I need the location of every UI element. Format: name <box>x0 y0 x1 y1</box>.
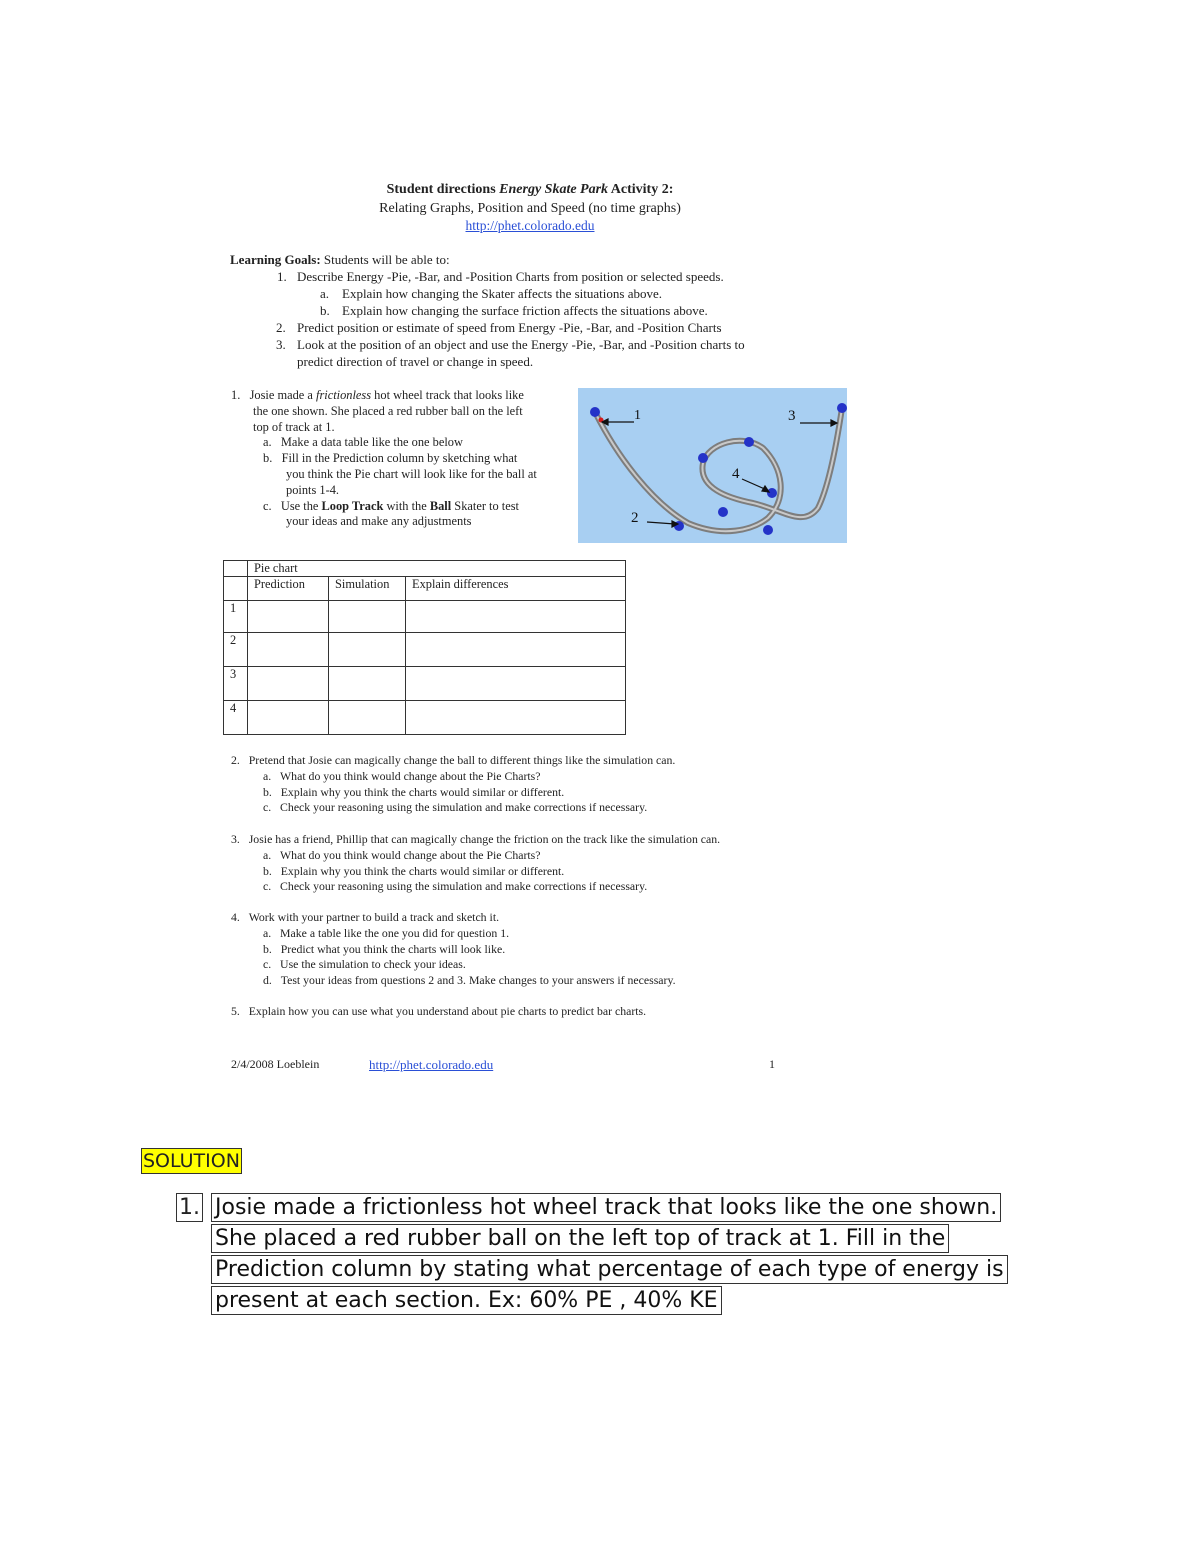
page-footer <box>231 1057 791 1072</box>
document-title: Student directions Energy Skate Park Activity 2: <box>386 182 674 197</box>
arrow-4-head <box>762 486 769 492</box>
table-cell[interactable] <box>248 667 329 701</box>
goal-item: Explain how changing the surface friction affects the situations above. <box>342 303 708 318</box>
solution-label: SOLUTION <box>143 1150 240 1172</box>
question-2: 2. Pretend that Josie can magically change the ball to different things like the simulation can. a. What do you think would change about the Pie Charts? b. Explain why you think the charts would similar or different. c. Check your reasoning using the simulation and make corrections if necessary. <box>231 753 676 815</box>
table-cell[interactable] <box>329 701 406 735</box>
table-cell[interactable] <box>329 601 406 633</box>
label-4: 4 <box>732 466 740 482</box>
goal-item: Describe Energy -Pie, -Bar, and -Position Charts from position or selected speeds. <box>297 269 724 284</box>
row-label: 2 <box>224 633 248 667</box>
table-cell[interactable] <box>248 633 329 667</box>
table-cell[interactable] <box>248 601 329 633</box>
ball-position-4 <box>767 488 777 498</box>
ball-position-3 <box>837 403 847 413</box>
table-header: Simulation <box>329 577 406 601</box>
table-header: Prediction <box>248 577 329 601</box>
pie-chart-table <box>223 560 626 735</box>
ball-marker <box>763 525 773 535</box>
label-2: 2 <box>631 510 639 526</box>
table-row <box>224 633 626 667</box>
table-corner <box>224 561 248 577</box>
loop-track-diagram <box>578 388 847 543</box>
table-cell[interactable] <box>406 701 626 735</box>
table-row <box>224 701 626 735</box>
table-cell[interactable] <box>406 633 626 667</box>
goals-label: Learning Goals: <box>230 252 321 267</box>
solution-line: present at each section. Ex: 60% PE , 40% KE <box>211 1286 722 1315</box>
learning-goals: Learning Goals: Students will be able to: 1. Describe Energy -Pie, -Bar, and -Position Charts from position or selected speeds. a. Explain how changing the Skater affects the situations above. b. Explain how changing the surface friction affects the situations above. 2. Predict position or estimate of speed from Energy -Pie, -Bar, and -Position Charts 3. Look at the position of an object and use the Energy -Pie, -Bar, and -Position charts to predict direction of travel or change in speed. <box>230 252 745 369</box>
footer-date: 2/4/2008 Loeblein <box>231 1057 320 1071</box>
label-3: 3 <box>788 408 796 424</box>
question-1: 1. Josie made a frictionless hot wheel track that looks like the one shown. She placed a red rubber ball on the left top of track at 1. a. Make a data table like the one below b. Fill in the Prediction column by sketching what you think the Pie chart will look like for the ball at points 1-4. c. Use the Loop Track with the Ball Skater to test your ideas and make any adjustments <box>231 388 537 529</box>
header-link[interactable]: http://phet.colorado.edu <box>465 218 595 233</box>
title-italic: Energy Skate Park <box>499 182 609 197</box>
table-cell[interactable] <box>406 601 626 633</box>
table-group-header: Pie chart <box>248 561 626 577</box>
solution-line: Prediction column by stating what percentage of each type of energy is <box>211 1255 1008 1284</box>
ball-marker <box>718 507 728 517</box>
question-5: 5. Explain how you can use what you understand about pie charts to predict bar charts. <box>231 1004 647 1018</box>
table-corner <box>224 577 248 601</box>
row-label: 4 <box>224 701 248 735</box>
ball-marker <box>744 437 754 447</box>
document-subtitle: Relating Graphs, Position and Speed (no time graphs) <box>379 201 681 216</box>
table-cell[interactable] <box>248 701 329 735</box>
solution-line: Josie made a frictionless hot wheel track that looks like the one shown. <box>211 1193 1001 1222</box>
arrow-2 <box>647 522 675 524</box>
row-label: 3 <box>224 667 248 701</box>
goal-item: predict direction of travel or change in speed. <box>297 354 534 369</box>
table-cell[interactable] <box>329 667 406 701</box>
goal-item: Look at the position of an object and use the Energy -Pie, -Bar, and -Position charts to <box>297 337 745 352</box>
question-3: 3. Josie has a friend, Phillip that can magically change the friction on the track like the simulation can. a. What do you think would change about the Pie Charts? b. Explain why you think the charts would similar or different. c. Check your reasoning using the simulation and make corrections if necessary. <box>231 832 721 894</box>
table-cell[interactable] <box>329 633 406 667</box>
table-cell[interactable] <box>406 667 626 701</box>
loop-track-svg <box>578 388 847 543</box>
row-label: 1 <box>224 601 248 633</box>
goal-item: Predict position or estimate of speed from Energy -Pie, -Bar, and -Position Charts <box>297 320 722 335</box>
solution-number: 1. <box>176 1193 203 1222</box>
arrow-3-head <box>831 420 837 426</box>
ball-marker <box>698 453 708 463</box>
label-1: 1 <box>634 408 641 423</box>
table-row <box>224 601 626 633</box>
ball-position-1 <box>590 407 600 417</box>
page-number: 1 <box>769 1057 775 1071</box>
question-4: 4. Work with your partner to build a track and sketch it. a. Make a table like the one you did for question 1. b. Predict what you think the charts will look like. c. Use the simulation to check your ideas. d. Test your ideas from questions 2 and 3. Make changes to your answers if necessary. <box>231 910 676 988</box>
solution-line: She placed a red rubber ball on the left top of track at 1. Fill in the <box>211 1224 949 1253</box>
goal-item: Explain how changing the Skater affects the situations above. <box>342 286 662 301</box>
table-row <box>224 667 626 701</box>
table-header: Explain differences <box>406 577 626 601</box>
footer-link[interactable]: http://phet.colorado.edu <box>369 1057 494 1072</box>
